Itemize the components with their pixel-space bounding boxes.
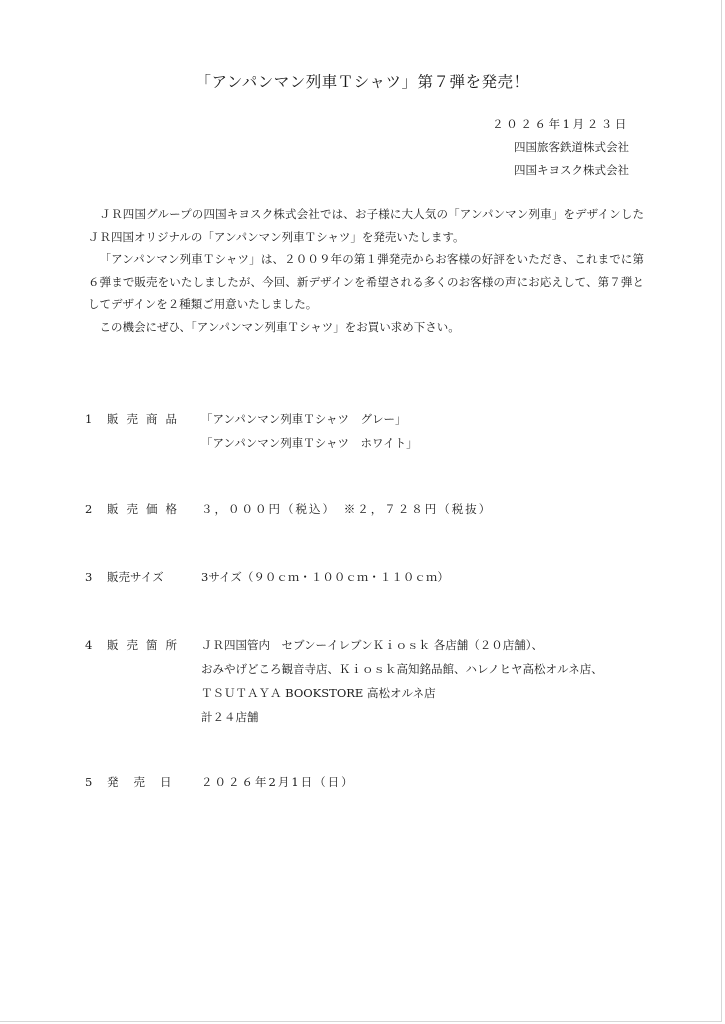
date-line: ２０２６年2月1日（日） bbox=[201, 775, 355, 789]
issuer-jr-shikoku: 四国旅客鉄道株式会社 bbox=[514, 140, 629, 154]
sizes-line: 3サイズ（９０ｃｍ・１００ｃｍ・１１０ｃｍ） bbox=[201, 570, 449, 584]
body-paragraph-1: ＪＲ四国グループの四国キヨスク株式会社では、お子様に大人気の「アンパンマン列車」をデザインしたＪＲ四国オリジナルの「アンパンマン列車Ｔシャツ」を発売いたします。 bbox=[88, 207, 644, 244]
release-date: ２０２６年1月２３日 bbox=[492, 117, 629, 131]
item-number: 5 bbox=[85, 775, 93, 789]
item-label: 販売価格 bbox=[107, 502, 185, 516]
item-number: 4 bbox=[85, 638, 93, 652]
product-line: 「アンパンマン列車Ｔシャツ ホワイト」 bbox=[201, 436, 418, 450]
item-number: 2 bbox=[85, 502, 93, 516]
item-value bbox=[201, 565, 681, 589]
item-value bbox=[201, 770, 681, 794]
item-value bbox=[201, 497, 681, 521]
item-label: 発売日 bbox=[107, 775, 187, 789]
location-line: ＪＲ四国管内 セブンーイレブンＫｉｏｓｋ 各店舗（２０店舗）、 bbox=[201, 638, 543, 652]
location-line: おみやげどころ観音寺店、Ｋｉｏｓｋ高知銘品館、ハレノヒヤ高松オルネ店、 bbox=[201, 662, 603, 676]
body-paragraph-2: 「アンパンマン列車Ｔシャツ」は、２００９年の第１弾発売からお客様の好評をいただき、これまでに第６弾まで販売をいたしましたが、今回、新デザインを希望される多くのお客様の声にお応えして、第７弾としてデザインを２種類ご用意いたしました。 bbox=[88, 252, 644, 311]
location-line: ＴＳＵＴＡＹＡ BOOKSTORE 高松オルネ店 bbox=[201, 686, 436, 700]
item-number: 1 bbox=[85, 412, 93, 426]
issuer-shikoku-kiosk: 四国キヨスク株式会社 bbox=[514, 163, 629, 177]
item-label: 販売商品 bbox=[107, 412, 185, 426]
location-line: 計２４店舗 bbox=[201, 710, 259, 724]
item-label: 販売箇所 bbox=[107, 638, 185, 652]
product-line: 「アンパンマン列車Ｔシャツ グレー」 bbox=[201, 412, 407, 426]
item-value bbox=[201, 407, 681, 455]
body-text bbox=[88, 203, 644, 338]
body-paragraph-3: この機会にぜひ、「アンパンマン列車Ｔシャツ」をお買い求め下さい。 bbox=[99, 319, 460, 334]
item-value bbox=[201, 633, 681, 729]
page-title: 「アンパンマン列車Ｔシャツ」第７弾を発売！ bbox=[195, 73, 530, 91]
item-label: 販売サイズ bbox=[107, 570, 164, 584]
item-number: 3 bbox=[85, 570, 93, 584]
price-line: ３，０００円（税込） ※２，７２８円（税抜） bbox=[201, 502, 493, 516]
